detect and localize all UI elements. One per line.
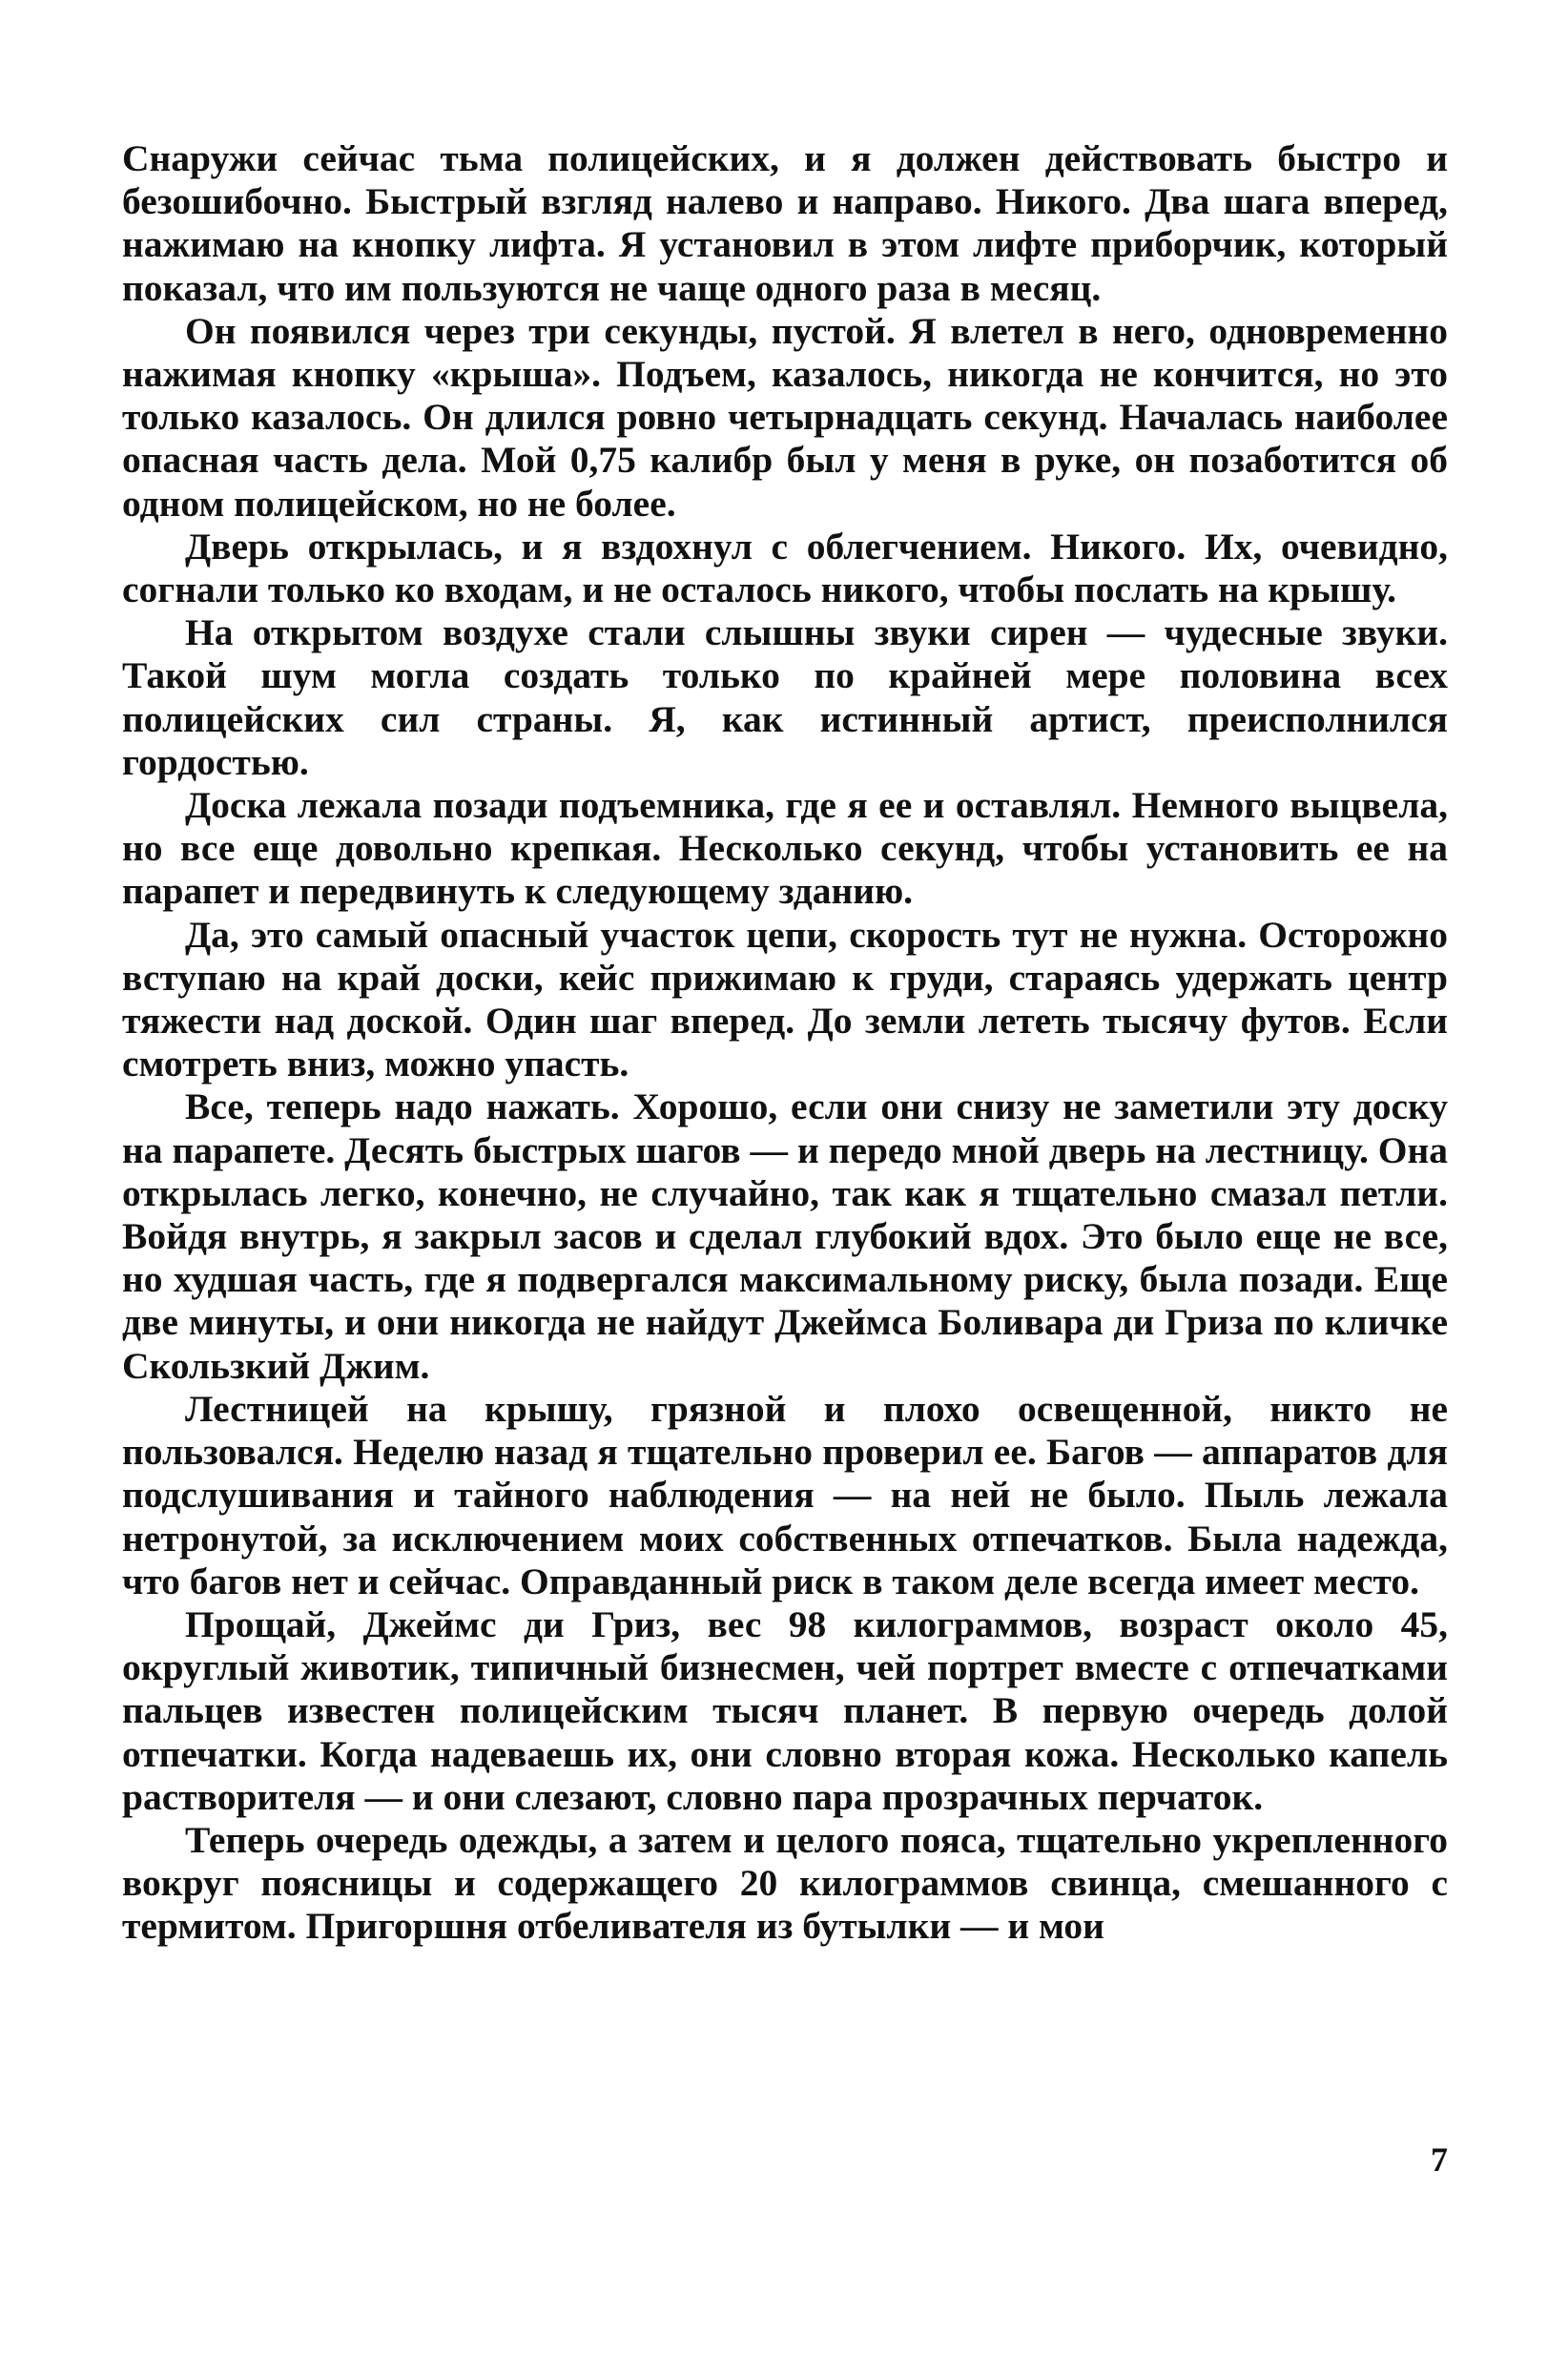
paragraph-3: Дверь открылась, и я вздохнул с облегчением. Никого. Их, очевидно, согнали только ко входам, и не осталось никого, чтобы послать на крышу.	[122, 525, 1448, 611]
body-text	[122, 137, 1448, 1949]
paragraph-10: Теперь очередь одежды, а затем и целого пояса, тщательно укрепленного вокруг поясницы и содержащего 20 килограммов свинца, смешанного с термитом. Пригоршня отбеливателя из бутылки — и мои	[122, 1818, 1448, 1948]
paragraph-6: Да, это самый опасный участок цепи, скорость тут не нужна. Осторожно вступаю на край доски, кейс прижимаю к груди, стараясь удержать центр тяжести над доской. Один шаг вперед. До земли лететь тысячу футов. Если смотреть вниз, можно упасть.	[122, 913, 1448, 1085]
paragraph-9: Прощай, Джеймс ди Гриз, вес 98 килограммов, возраст около 45, округлый животик, типичный бизнесмен, чей портрет вместе с отпечатками пальцев известен полицейским тысяч планет. В первую очередь долой отпечатки. Когда надеваешь их, они словно вторая кожа. Несколько капель растворителя — и они слезают, словно пара прозрачных перчаток.	[122, 1602, 1448, 1818]
paragraph-1: Снаружи сейчас тьма полицейских, и я должен действовать быстро и безошибочно. Быстрый взгляд налево и направо. Никого. Два шага вперед, нажимаю на кнопку лифта. Я установил в этом лифте приборчик, который показал, что им пользуются не чаще одного раза в месяц.	[122, 137, 1448, 309]
paragraph-7: Все, теперь надо нажать. Хорошо, если они снизу не заметили эту доску на парапете. Десять быстрых шагов — и передо мной дверь на лестницу. Она открылась легко, конечно, не случайно, так как я тщательно смазал петли. Войдя внутрь, я закрыл засов и сделал глубокий вдох. Это было еще не все, но худшая часть, где я подвергался максимальному риску, была позади. Еще две минуты, и они никогда не найдут Джеймса Боливара ди Гриза по кличке Скользкий Джим.	[122, 1085, 1448, 1387]
paragraph-8: Лестницей на крышу, грязной и плохо освещенной, никто не пользовался. Неделю назад я тщательно проверил ее. Багов — аппаратов для подслушивания и тайного наблюдения — на ней не было. Пыль лежала нетронутой, за исключением моих собственных отпечатков. Была надежда, что багов нет и сейчас. Оправданный риск в таком деле всегда имеет место.	[122, 1387, 1448, 1602]
page-number: 7	[1431, 2140, 1448, 2179]
paragraph-4: На открытом воздухе стали слышны звуки сирен — чудесные звуки. Такой шум могла создать только по крайней мере половина всех полицейских сил страны. Я, как истинный артист, преисполнился гордостью.	[122, 611, 1448, 783]
paragraph-2: Он появился через три секунды, пустой. Я влетел в него, одновременно нажимая кнопку «крыша». Подъем, казалось, никогда не кончится, но это только казалось. Он длился ровно четырнадцать секунд. Началась наиболее опасная часть дела. Мой 0,75 калибр был у меня в руке, он позаботится об одном полицейском, но не более.	[122, 309, 1448, 525]
paragraph-5: Доска лежала позади подъемника, где я ее и оставлял. Немного выцвела, но все еще довольно крепкая. Несколько секунд, чтобы установить ее на парапет и передвинуть к следующему зданию.	[122, 784, 1448, 913]
